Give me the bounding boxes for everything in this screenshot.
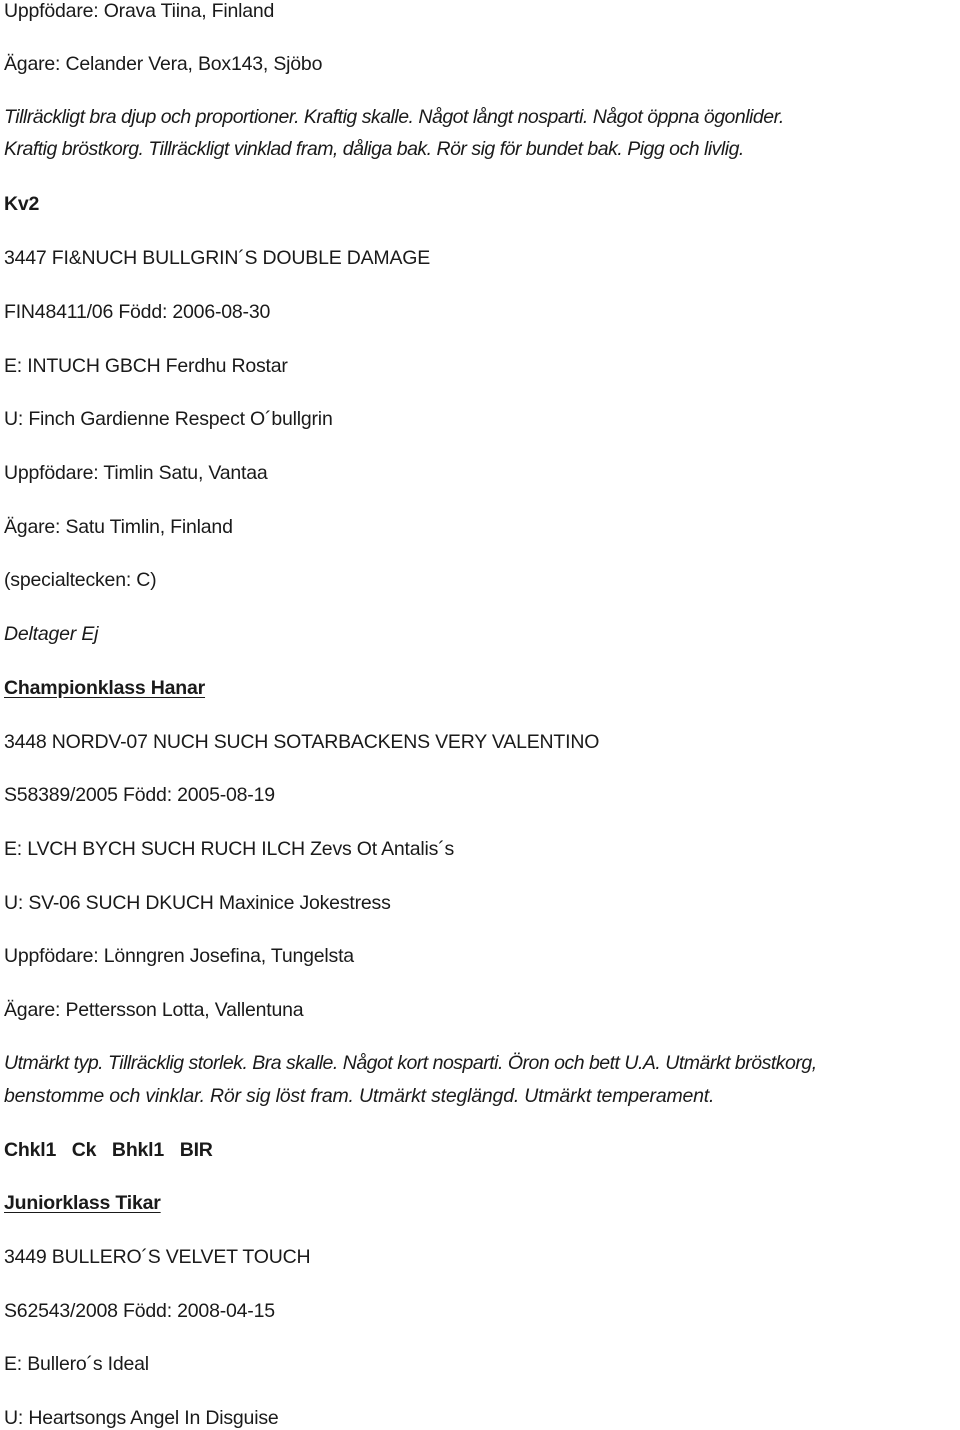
entry-3448-owner: Ägare: Pettersson Lotta, Vallentuna xyxy=(4,999,304,1021)
entry-3448-breeder: Uppfödare: Lönngren Josefina, Tungelsta xyxy=(4,945,354,967)
entry-3449-dam: U: Heartsongs Angel In Disguise xyxy=(4,1407,279,1429)
entry-3449-name: 3449 BULLERO´S VELVET TOUCH xyxy=(4,1246,311,1268)
entry-3448-name: 3448 NORDV-07 NUCH SUCH SOTARBACKENS VERY VALENTINO xyxy=(4,731,600,753)
entry-3448-registration: S58389/2005 Född: 2005-08-19 xyxy=(4,784,275,806)
entry-3447-note: (specialtecken: C) xyxy=(4,569,157,591)
entry-3449-sire: E: Bullero´s Ideal xyxy=(4,1353,149,1375)
critique-line-1: Tillräckligt bra djup och proportioner. Kraftig skalle. Något långt nosparti. Något öppna ögonlider. xyxy=(4,106,784,128)
entry-3448-dam: U: SV-06 SUCH DKUCH Maxinice Jokestress xyxy=(4,892,391,914)
entry-3447-absent: Deltager Ej xyxy=(4,623,99,645)
entry-3448-awards: Chkl1 Ck Bhkl1 BIR xyxy=(4,1139,213,1161)
placement-kv2: Kv2 xyxy=(4,193,40,215)
class-heading-junior-females: Juniorklass Tikar xyxy=(4,1192,161,1214)
class-heading-champion-males: Championklass Hanar xyxy=(4,677,206,699)
entry-3449-registration: S62543/2008 Född: 2008-04-15 xyxy=(4,1300,275,1322)
breeder-line-orava: Uppfödare: Orava Tiina, Finland xyxy=(4,0,275,22)
entry-3447-name: 3447 FI&NUCH BULLGRIN´S DOUBLE DAMAGE xyxy=(4,247,431,269)
entry-3447-owner: Ägare: Satu Timlin, Finland xyxy=(4,516,233,538)
entry-3448-sire: E: LVCH BYCH SUCH RUCH ILCH Zevs Ot Antalis´s xyxy=(4,838,455,860)
owner-line-celander: Ägare: Celander Vera, Box143, Sjöbo xyxy=(4,53,323,75)
entry-3447-dam: U: Finch Gardienne Respect O´bullgrin xyxy=(4,408,333,430)
critique-line-2: Kraftig bröstkorg. Tillräckligt vinklad fram, dåliga bak. Rör sig för bundet bak. Pigg och livlig. xyxy=(4,138,744,160)
entry-3447-sire: E: INTUCH GBCH Ferdhu Rostar xyxy=(4,355,288,377)
entry-3447-breeder: Uppfödare: Timlin Satu, Vantaa xyxy=(4,462,268,484)
entry-3448-critique-line-2: benstomme och vinklar. Rör sig löst fram. Utmärkt steglängd. Utmärkt temperament. xyxy=(4,1085,715,1107)
entry-3448-critique-line-1: Utmärkt typ. Tillräcklig storlek. Bra skalle. Något kort nosparti. Öron och bett U.A. Utmärkt bröstkorg, xyxy=(4,1052,817,1074)
entry-3447-registration: FIN48411/06 Född: 2006-08-30 xyxy=(4,301,271,323)
